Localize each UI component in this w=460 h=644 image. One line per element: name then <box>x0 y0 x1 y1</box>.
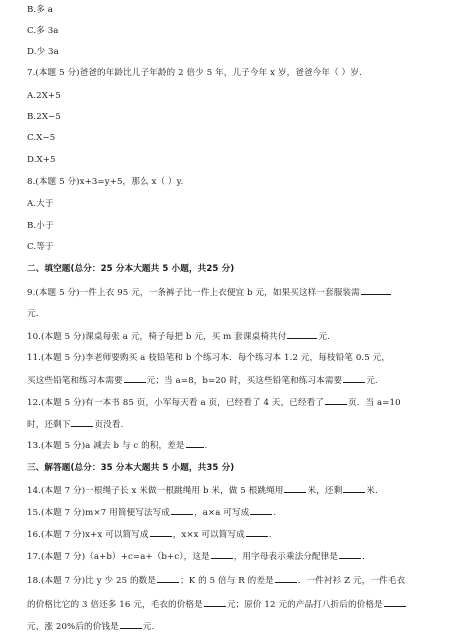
section-heading-l22: 三、解答题(总分：35 分本大题共 5 小题，共35 分) <box>27 463 235 473</box>
line-segment: 元. <box>142 622 155 632</box>
line-segment: ，用字母表示乘法分配律是 <box>233 552 339 562</box>
text-line-l21 <box>27 439 452 452</box>
line-segment: ，x×x 可以简写成 <box>172 530 245 540</box>
line-segment: 页．当 a=10 <box>348 398 401 408</box>
answer-blank <box>325 396 347 405</box>
answer-blank <box>284 484 306 493</box>
text-line-l25 <box>27 528 452 541</box>
line-segment: 时，还剩下 <box>27 420 71 430</box>
section-heading-l13: 二、填空题(总分：25 分本大题共 5 小题，共25 分) <box>27 264 235 274</box>
text-line-l28 <box>27 598 452 611</box>
line-segment: 元，涨 20%后的价钱是 <box>27 622 119 632</box>
answer-blank <box>150 528 172 537</box>
text-line-l10: A.大于 <box>27 199 54 209</box>
answer-blank <box>384 598 406 607</box>
answer-blank <box>339 550 361 559</box>
line-segment: 12.(本题 5 分)有一本书 85 页，小军每天看 a 页，已经看了 4 天，已经看了 <box>27 398 325 408</box>
answer-blank <box>361 286 391 295</box>
text-line-l8: D.X+5 <box>27 155 56 165</box>
line-segment: 元. <box>318 332 330 342</box>
text-line-l1: B.多 a <box>27 5 53 15</box>
text-line-l19 <box>27 396 452 409</box>
line-segment: 10.(本题 5 分)课桌每张 a 元，椅子每把 b 元，买 m 套课桌椅共付 <box>27 332 287 342</box>
line-segment: 18.(本题 7 分)比 y 少 25 的数是 <box>27 576 157 586</box>
answer-blank <box>275 574 297 583</box>
line-segment: 米，还剩 <box>307 486 343 496</box>
answer-blank <box>211 550 233 559</box>
line-segment: . <box>268 530 272 540</box>
line-segment: 17.(本题 7 分)（a+b）+c=a+（b+c），这是 <box>27 552 210 562</box>
text-line-l4: 7.(本题 5 分)爸爸的年龄比儿子年龄的 2 倍少 5 年，儿子今年 x 岁，爸爸今年（ ）岁. <box>27 68 362 78</box>
text-line-l27 <box>27 574 452 587</box>
line-segment: 页没看. <box>94 420 124 430</box>
line-segment: 16.(本题 7 分)x+x 可以简写成 <box>27 530 149 540</box>
text-line-l11: B.小于 <box>27 221 54 231</box>
line-segment: 的价格比它的 3 倍还多 16 元，毛衣的价格是 <box>27 600 203 610</box>
text-line-l17: 11.(本题 5 分)李老师要购买 a 枝铅笔和 b 个练习本．每个练习本 1.2 元，每枝铅笔 0.5 元， <box>27 353 391 363</box>
text-line-l24 <box>27 506 452 519</box>
line-segment: ．一件衬衫 Z 元，一件毛衣 <box>297 576 406 586</box>
text-line-l15: 元. <box>27 309 39 319</box>
line-segment: 元；当 a=8，b=20 时，买这些铅笔和练习本需要 <box>146 376 343 386</box>
text-line-l16 <box>27 330 452 343</box>
text-line-l2: C.多 3a <box>27 26 59 36</box>
text-line-l6: B.2X−5 <box>27 112 61 122</box>
answer-blank <box>343 484 365 493</box>
line-segment: . <box>204 441 208 451</box>
line-segment: 13.(本题 5 分)a 减去 b 与 c 的积，差是 <box>27 441 185 451</box>
line-segment: 15.(本题 7 分)m×7 用简便写法写成 <box>27 508 170 518</box>
answer-blank <box>157 574 179 583</box>
line-segment: 元；原价 12 元的产品打八折后的价格是 <box>226 600 383 610</box>
line-segment: 14.(本题 7 分)一根绳子长 x 米做一根跳绳用 b 米，做 5 根跳绳用 <box>27 486 284 496</box>
answer-blank <box>71 418 93 427</box>
text-line-l14 <box>27 286 452 299</box>
answer-blank <box>186 439 204 448</box>
line-segment: 元. <box>366 376 378 386</box>
answer-blank <box>204 598 226 607</box>
text-line-l29 <box>27 620 452 633</box>
line-segment: . <box>362 552 365 562</box>
answer-blank <box>124 374 146 383</box>
text-line-l5: A.2X+5 <box>27 91 61 101</box>
line-segment: 买这些铅笔和练习本需要 <box>27 376 123 386</box>
text-line-l3: D.少 3a <box>27 47 59 57</box>
answer-blank <box>343 374 365 383</box>
line-segment: ，a×a 可写成 <box>194 508 250 518</box>
line-segment: 米. <box>366 486 378 496</box>
answer-blank <box>246 528 268 537</box>
text-line-l20 <box>27 418 452 431</box>
text-line-l23 <box>27 484 452 497</box>
text-line-l7: C.X−5 <box>27 133 56 143</box>
answer-blank <box>287 330 317 339</box>
text-line-l12: C.等于 <box>27 242 54 252</box>
line-segment: 9.(本题 5 分)一件上衣 95 元，一条裤子比一件上衣便宜 b 元，如果买这样一套服装需 <box>27 288 360 298</box>
answer-blank <box>171 506 193 515</box>
line-segment: . <box>273 508 277 518</box>
text-line-l18 <box>27 374 452 387</box>
line-segment: ；K 的 5 倍与 R 的差是 <box>180 576 274 586</box>
answer-blank <box>120 620 142 629</box>
answer-blank <box>250 506 272 515</box>
text-line-l9: 8.(本题 5 分)x+3=y+5，那么 x（ ）y. <box>27 177 184 187</box>
text-line-l26 <box>27 550 452 563</box>
